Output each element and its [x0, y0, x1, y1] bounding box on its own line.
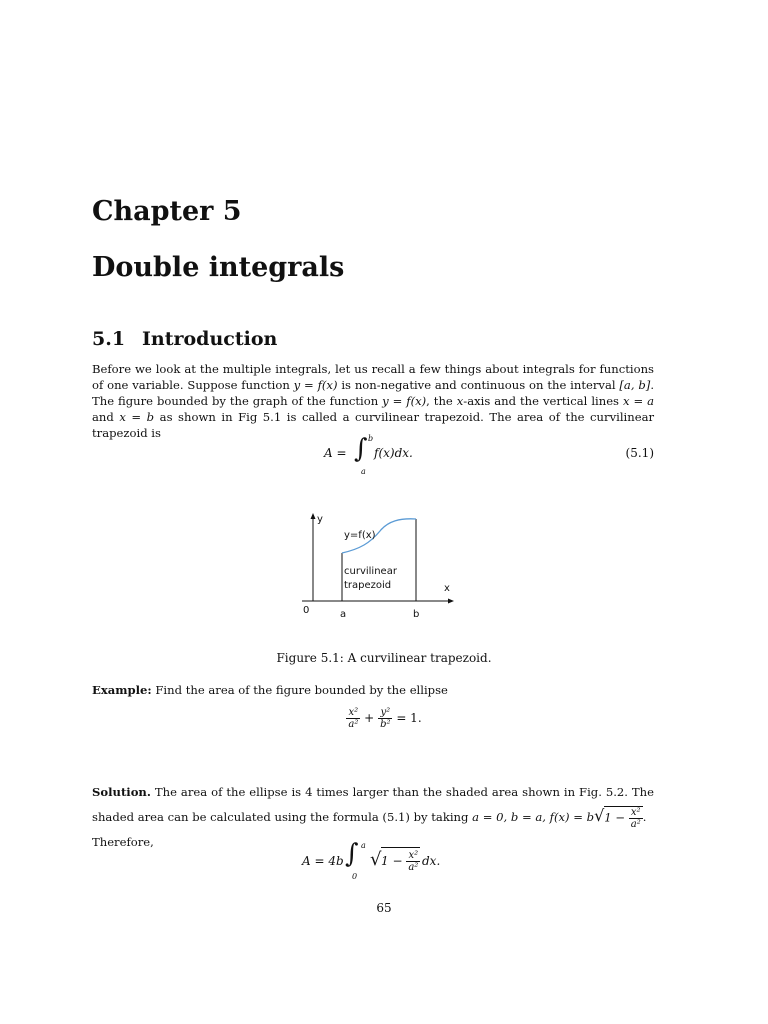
region-label-line1: curvilinear: [344, 566, 397, 577]
x-axis-label: x: [444, 583, 450, 594]
intro-paragraph: Before we look at the multiple integrals, let us recall a few things about integrals for functions of one variable. Suppose function y = f(x) is non-negative and continuous on the interval [a, b]. The figure bounded by the graph of the function y = f(x), the x-axis and the vertical lines x = a and x = b as shown in Fig 5.1 is called a curvilinear trapezoid. The area of the curvilinear trapezoid is: [92, 362, 655, 440]
integral-sign: ∫: [345, 839, 359, 869]
figure-curvilinear-trapezoid: [288, 505, 460, 623]
section-heading: [92, 328, 277, 350]
b-tick-label: b: [413, 609, 420, 620]
final-integral: A = 4b ∫ a 0 √ 1 − $\frac{\text{x²}}{\text{a²}}$ dx.: [302, 839, 441, 881]
sqrt-symbol: √: [370, 849, 382, 870]
solution-label: Solution.: [92, 785, 151, 799]
solution-paragraph: Solution. The area of the ellipse is 4 times larger than the shaded area shown in Fig. 5.2. The shaded area can be calculated using the formula (5.1) by taking a = 0, b = a, f(x) = b√1 − $\frac{\text{x²}}{\text{a²}}$ . Therefore,: [92, 785, 654, 849]
equation-5-1: A = ∫ b a f(x)dx. (5.1): [324, 434, 654, 476]
section-title: Introduction: [142, 328, 278, 350]
y-axis-label: y: [317, 514, 323, 525]
page-number: 65: [376, 901, 392, 915]
chapter-label: Chapter 5: [92, 196, 242, 227]
example-paragraph: Example: Find the area of the figure bounded by the ellipse: [92, 683, 448, 697]
figure-caption: Figure 5.1: A curvilinear trapezoid.: [276, 651, 492, 665]
equation-number: (5.1): [625, 446, 654, 460]
chapter-title: Double integrals: [92, 252, 345, 283]
region-label-line2: trapezoid: [344, 580, 392, 591]
integral-sign: ∫: [354, 434, 368, 464]
example-label: Example:: [92, 683, 152, 697]
ellipse-equation: $\frac{\text{x²}}{\text{a²}}$ + $\frac{\text{y²}}{\text{b²}}$ = 1.: [348, 707, 422, 730]
section-number: 5.1: [92, 328, 126, 350]
function-label: y=f(x): [344, 530, 376, 541]
origin-label: 0: [303, 605, 310, 616]
a-tick-label: a: [340, 609, 347, 620]
